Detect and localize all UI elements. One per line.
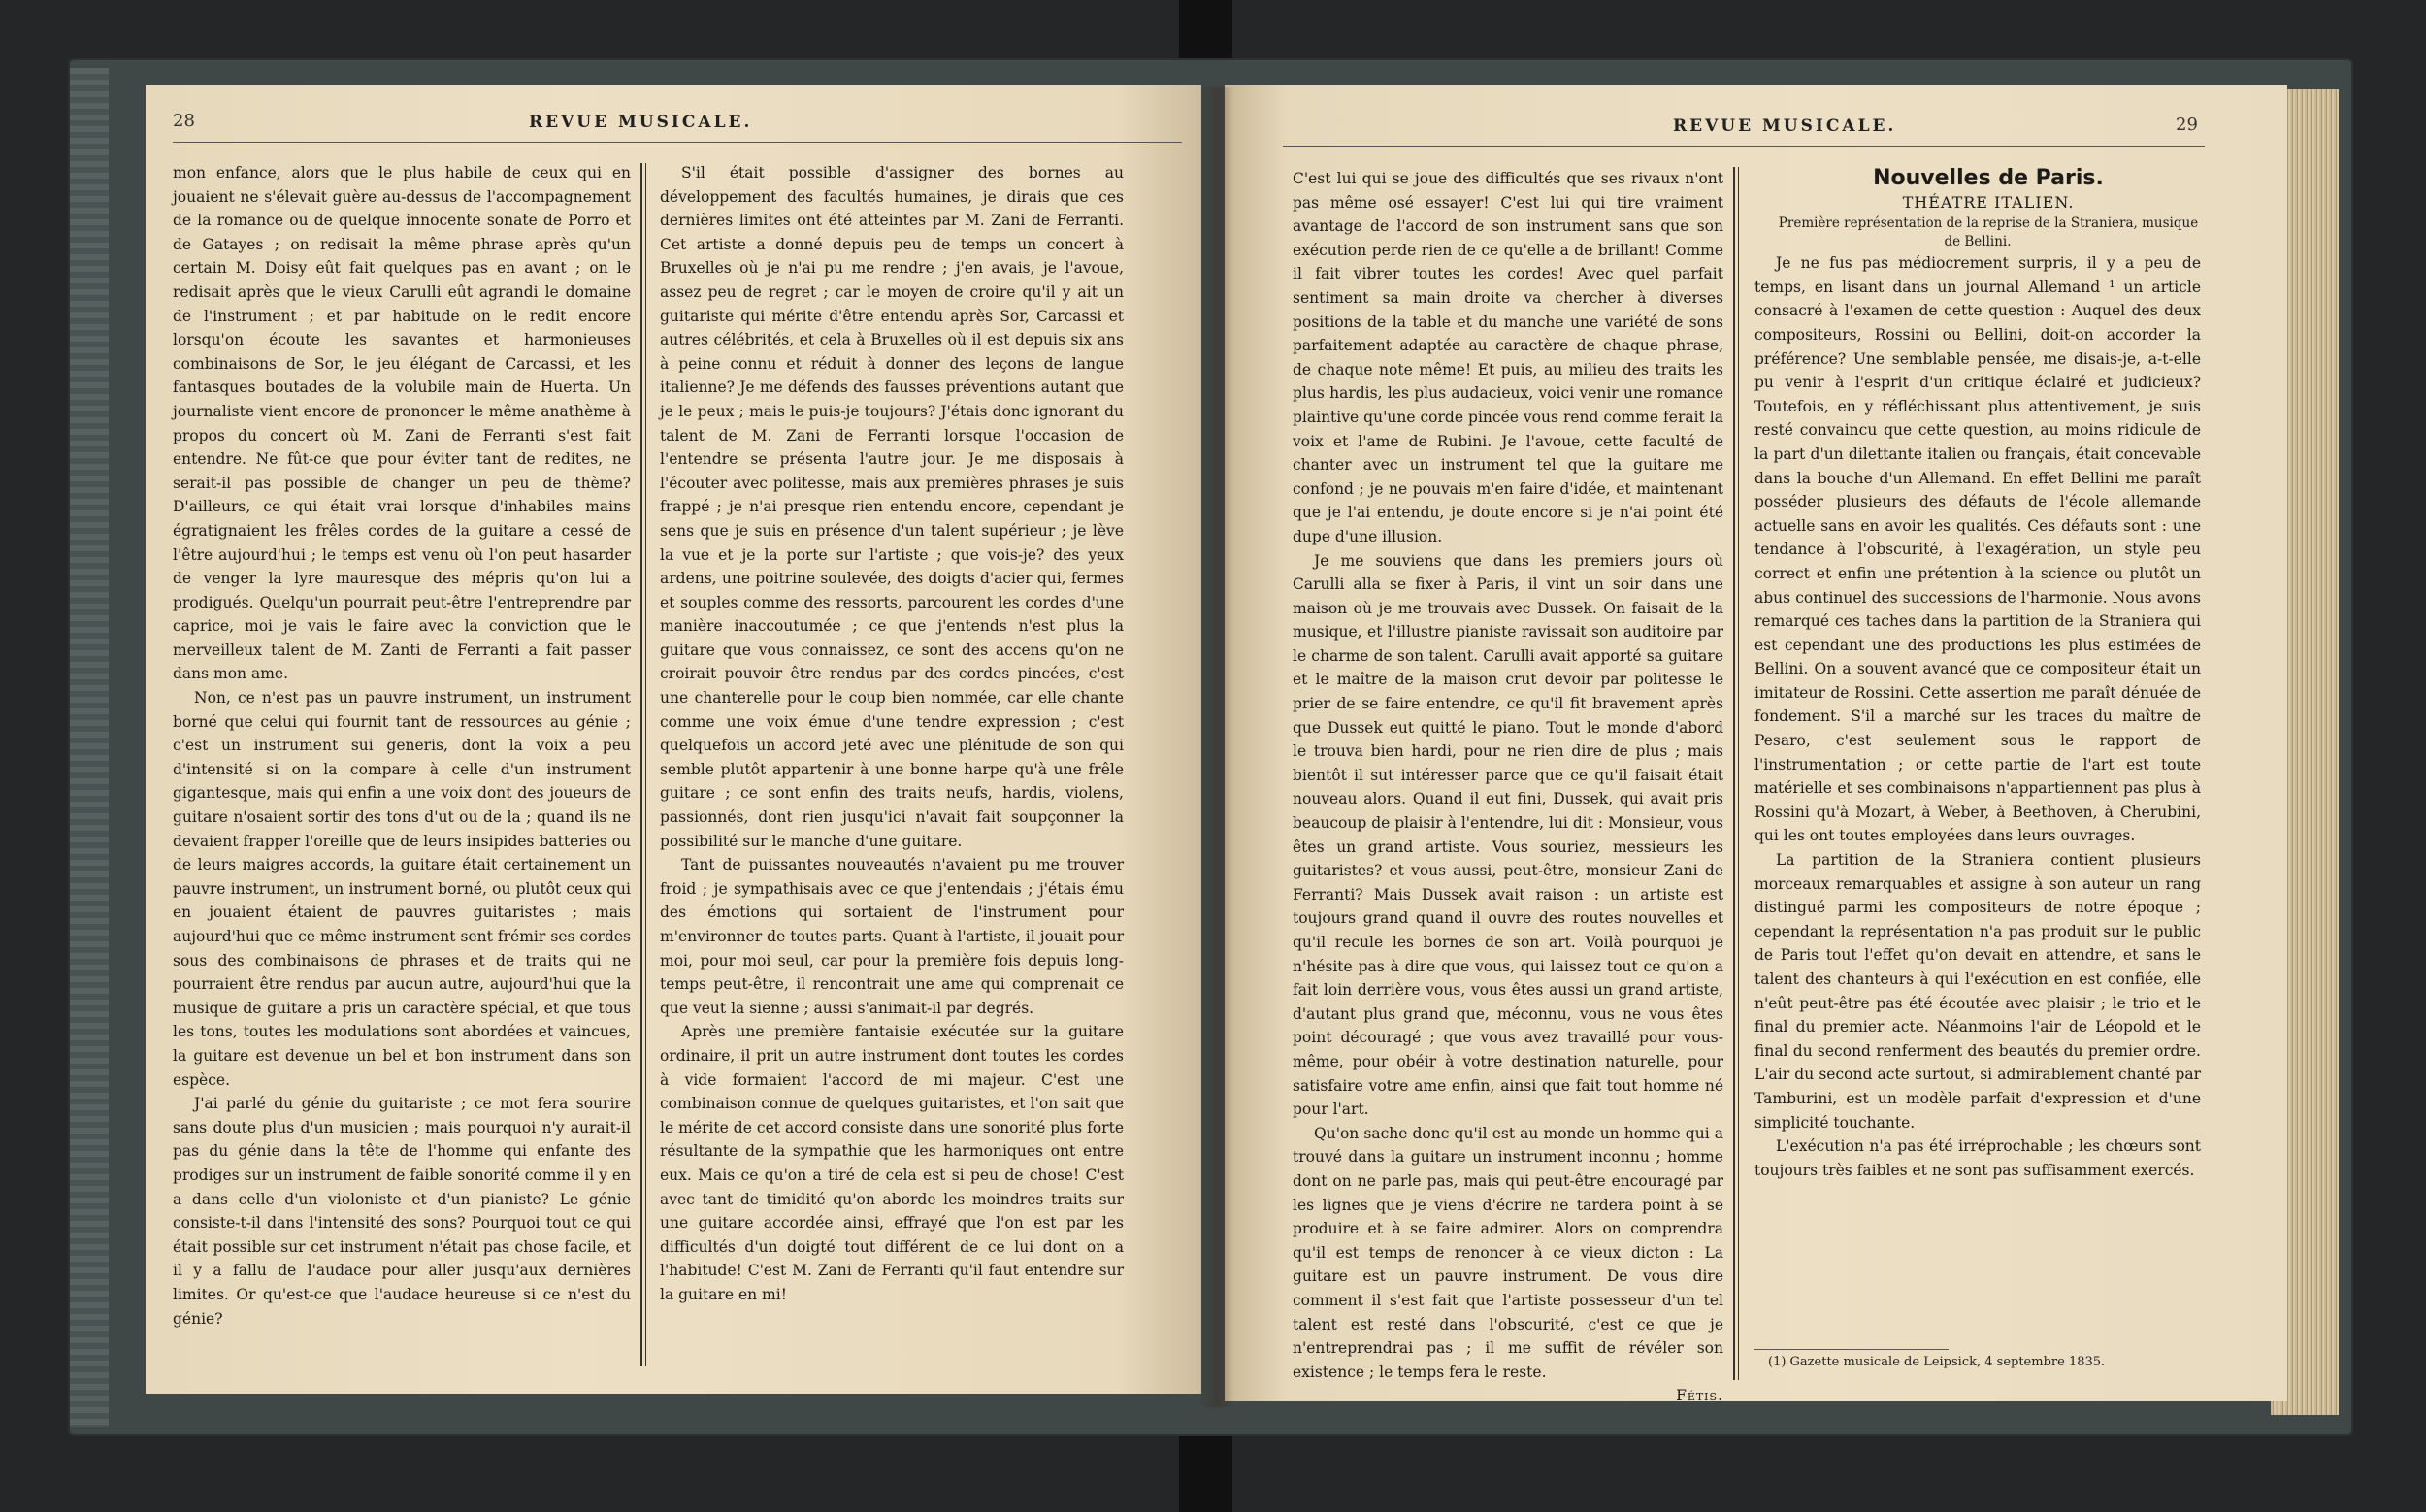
paragraph: Après une première fantaisie exécutée sur la guitare ordinaire, il prit un autre instrument dont toutes les cordes à vide formaient l'accord de mi majeur. C'est une combinaison connue de quelques guitaristes, et l'on sait que le mérite de cet accord consiste dans une sonorité plus forte résultante de la sympathie que les harmoniques ont entre eux. Mais ce qu'on a tiré de cela est si peu de chose! C'est avec tant de timidité qu'on aborde les moindres traits sur une guitare accordée ainsi, effrayé que l'on est par les difficultés d'un doigté tout différent de ce lui dont on a l'habitude! C'est M. Zani de Ferranti qu'il faut entendre sur la guitare en mi! xyxy=(660,1023,1124,1303)
footnote-rule xyxy=(1754,1349,1949,1350)
running-head: REVUE MUSICALE. xyxy=(1673,116,1897,136)
paragraph: L'exécution n'a pas été irréprochable ; les chœurs sont toujours très faibles et ne sont pas suffisamment exercés. xyxy=(1754,1137,2201,1179)
gutter-shadow xyxy=(1199,87,1234,1407)
column-rule xyxy=(645,163,646,1366)
page-number: 28 xyxy=(173,111,195,131)
paragraph: S'il était possible d'assigner des bornes au développement des facultés humaines, je dirais que ces dernières limites ont été atteintes par M. Zani de Ferranti. Cet artiste a donné depuis peu de temps un concert à Bruxelles où je n'ai pu me rendre ; j'en avais, je l'avoue, assez peu de regret ; car le moyen de croire qu'il y ait un guitariste qui mérite d'être entendu après Sor, Carcassi et autres célébrités, et cela à Bruxelles où il est depuis six ans à peine connu et réduit à donner des leçons de langue italienne? Je me défends des fausses préventions autant que je le peux ; mais le puis-je toujours? J'étais donc ignorant du talent de M. Zani de Ferranti lorsque l'occasion de l'entendre se présenta l'autre jour. Je me disposais à l'écouter avec politesse, mais aux premières phrases je suis frappé ; je n'ai presque rien entendu encore, cependant je sens que je suis en présence d'un talent supérieur ; je lève la vue et je la porte sur l'artiste ; que vois-je? des yeux ardens, une poitrine soulevée, des doigts d'acier qui, fermes et souples comme des ressorts, parcourent les cordes d'une manière inaccoutumée ; ce que j'entends n'est plus la guitare que vous connaissez, ce sont des accens qu'on ne croirait pouvoir être rendus par des cordes pincées, c'est une chanterelle pour le coup bien nommée, car elle chante comme une voix émue d'une tendre expression ; c'est quelquefois un accord jeté avec une plénitude de son qui semble plutôt appartenir à une bonne harpe qu'à une frêle guitare ; ce sont enfin des traits neufs, hardis, violens, passionnés, dont rien jusqu'ici n'avait fait soupçonner la possibilité sur le manche d'une guitare. xyxy=(660,164,1124,850)
left-page xyxy=(146,85,1201,1394)
signature: Fétis. xyxy=(1676,1387,1723,1401)
right-page xyxy=(1225,85,2287,1401)
paragraph: Je ne fus pas médiocrement surpris, il y a peu de temps, en lisant dans un journal Allemand ¹ un article consacré à l'examen de cette question : Auquel des deux compositeurs, Rossini ou Bellini, doit-on accorder la préférence? Une semblable pensée, me disais-je, a-t-elle pu venir à l'esprit d'un critique éclairé et judicieux? Toutefois, en y réfléchissant plus attentivement, je suis resté convaincu que cette question, au moins ridicule de la part d'un dilettante italien ou français, était concevable dans la bouche d'un Allemand. En effet Bellini me paraît posséder plusieurs des défauts de l'école allemande actuelle sans en avoir les qualités. Ces défauts sont : une tendance à l'obscurité, à l'exagération, un style peu correct et enfin une prétention à la science ou plutôt un abus continuel des successions de l'harmonie. Nous avons remarqué ces taches dans la partition de la Straniera qui est cependant une des productions les plus estimées de Bellini. On a souvent avancé que ce compositeur était un imitateur de Rossini. Cette assertion me paraît dénuée de fondement. S'il a marché sur les traces du maître de Pesaro, c'est seulement sous le rapport de l'instrumentation ; or cette partie de l'art est toute matérielle et ses combinaisons n'appartiennent pas plus à Rossini qu'à Mozart, à Weber, à Beethoven, à Cherubini, qui les ont toutes employées dans leurs ouvrages. xyxy=(1754,254,2201,845)
page-number: 29 xyxy=(2176,115,2198,135)
paragraph: Je me souviens que dans les premiers jours où Carulli alla se fixer à Paris, il vint un soir dans une maison où je me trouvais avec Dussek. On faisait de la musique, et l'illustre pianiste ravissait son auditoire par le charme de son talent. Carulli avait apporté sa guitare et le maître de la maison crut devoir par politesse le prier de se faire entendre, ce qu'il fit bravement après que Dussek eut quitté le piano. Tout le monde d'abord le trouva bien hardi, pour ne rien dire de plus ; mais bientôt il sut intéresser parce que ce qu'il faisait était nouveau alors. Quand il eut fini, Dussek, qui avait pris beaucoup de plaisir à l'entendre, lui dit : Monsieur, vous êtes un grand artiste. Vous souriez, messieurs les guitaristes? et vous aussi, peut-être, monsieur Zani de Ferranti? Mais Dussek avait raison : un artiste est toujours grand quand il ouvre des routes nouvelles et qu'il recule les bornes de son art. Voilà pourquoi je n'hésite pas à dire que vous, qui laissez tout ce qu'on a fait loin derrière vous, vous êtes aussi un grand artiste, d'autant plus grand que, méconnu, vous ne vous êtes point découragé ; que vous avez travaillé pour vous-même, pour obéir à votre destination naturelle, pour satisfaire votre ame enfin, ainsi que fait tout homme né pour l'art. xyxy=(1293,551,1723,1119)
paragraph: La partition de la Straniera contient plusieurs morceaux remarquables et assigne à son auteur un rang distingué parmi les compositeurs de notre époque ; cependant la représentation n'a pas produit sur le public de Paris tout l'effet qu'on devait en attendre, et sans le talent des chanteurs à qui l'exécution en est confiée, elle n'eût peut-être pas été écoutée avec plaisir ; le trio et le final du premier acte. Néanmoins l'air de Léopold et le final du second renferment des beautés du premier ordre. L'air du second acte surtout, si admirablement chanté par Tamburini, est un modèle parfait d'expression et d'une simplicité touchante. xyxy=(1754,851,2201,1132)
header-rule xyxy=(1283,146,2205,147)
section-note: Première représentation de la reprise de la Straniera, musique de Bellini. xyxy=(1778,215,2199,250)
paragraph: Non, ce n'est pas un pauvre instrument, un instrument borné que celui qui fournit tant de ressources au génie ; c'est un instrument sui generis, dont la voix a peu d'intensité si on la compare à celle d'un instrument gigantesque, mais qui enfin a une voix dont des joueurs de guitare n'osaient sortir des tons d'ut ou de la ; quand ils ne devaient frapper l'oreille que de leurs insipides batteries ou de leurs maigres accords, la guitare était certainement un pauvre instrument, un instrument borné, ou plutôt ceux qui en jouaient étaient de pauvres guitaristes ; mais aujourd'hui que ce même instrument sent frémir ses cordes sous des combinaisons de phrases et de traits qui ne pourraient être rendus par aucun autre, aujourd'hui que la musique de guitare a pris un caractère spécial, et que tous les tons, toutes les modulations sont abordées et vaincues, la guitare est devenue un bel et bon instrument dans son espèce. xyxy=(173,689,631,1089)
right-column-2 xyxy=(1754,167,2201,1182)
running-head: REVUE MUSICALE. xyxy=(529,113,753,132)
footnote: (1) Gazette musicale de Leipsick, 4 septembre 1835. xyxy=(1768,1355,2106,1369)
right-column-1 xyxy=(1293,167,1723,1401)
column-rule xyxy=(640,163,642,1366)
paragraph: Qu'on sache donc qu'il est au monde un homme qui a trouvé dans la guitare un instrument inconnu ; homme dont on ne parle pas, mais qui peut-être encouragé par les lignes que je viens d'écrire ne tardera point à se produire et à se faire admirer. Alors on comprendra qu'il est temps de renoncer à ce vieux dicton : La guitare est un pauvre instrument. De vous dire comment il s'est fait que l'artiste possesseur d'un tel talent est resté dans l'obscurité, c'est ce que je n'entreprendrai pas ; il me suffit de révéler son existence ; le temps fera le reste. xyxy=(1293,1124,1723,1381)
paragraph: Tant de puissantes nouveautés n'avaient pu me trouver froid ; je sympathisais avec ce que j'entendais ; j'étais ému des émotions qui sortaient de l'instrument pour m'environner de toutes parts. Quant à l'artiste, il jouait pour moi, pour moi seul, car pour la première fois depuis long-temps peut-être, il rencontrait une ame qui comprenait ce que veut la sienne ; aussi s'animait-il par degrés. xyxy=(660,856,1124,1017)
column-rule xyxy=(1733,167,1735,1380)
column-rule xyxy=(1738,167,1739,1380)
section-subtitle: THÉATRE ITALIEN. xyxy=(1902,192,2075,212)
section-title: Nouvelles de Paris. xyxy=(1873,166,2104,190)
paragraph: J'ai parlé du génie du guitariste ; ce mot fera sourire sans doute plus d'un musicien ; mais pourquoi n'y aurait-il pas du génie dans la tête de l'homme qui enfante des prodiges sur un instrument de faible sonorité comme il y en a dans celle d'un violoniste et d'un pianiste? Le génie consiste-t-il dans l'intensité des sons? Pourquoi tout ce qui était possible sur cet instrument n'était pas chose facile, et il y a fallu de l'audace pour aller jusqu'aux dernières limites. Or qu'est-ce que l'audace heureuse si ce n'est du génie? xyxy=(173,1095,631,1328)
left-column-2 xyxy=(660,161,1124,1307)
paragraph: C'est lui qui se joue des difficultés que ses rivaux n'ont pas même osé essayer! C'est lui qui tire vraiment avantage de l'accord de son instrument sans que son exécution perde rien de ce qu'elle a de brillant! Comme il fait vibrer toutes les cordes! Avec quel parfait sentiment sa main droite va chercher à diverses positions de la table et du manche une variété de sons parfaitement adaptée au caractère de chaque phrase, de chaque note même! Et puis, au milieu des traits les plus hardis, les plus audacieux, voici venir une romance plaintive qu'une corde pincée vous rend comme ferait la voix et l'ame de Rubini. Je l'avoue, cette faculté de chanter avec un instrument tel que la guitare me confond ; je ne pouvais m'en faire d'idée, et maintenant que je l'ai entendu, je doute encore si je n'ai point été dupe d'une illusion. xyxy=(1293,170,1723,545)
left-column-1 xyxy=(173,161,631,1331)
cover-marbled-edge xyxy=(70,68,109,1427)
header-rule xyxy=(173,142,1182,143)
paragraph: mon enfance, alors que le plus habile de ceux qui en jouaient ne s'élevait guère au-dessus de l'accompagnement de la romance ou de quelque innocente sonate de Porro et de Gatayes ; on redisait la même phrase après qu'un certain M. Doisy eût fait quelques pas en avant ; on le redisait après que le vieux Carulli eût agrandi le domaine de l'instrument ; et par habitude on le redit encore lorsqu'on écoute les savantes et harmonieuses combinaisons de Sor, le jeu élégant de Carcassi, et les fantasques boutades de la volubile main de Huerta. Un journaliste vient encore de prononcer le même anathème à propos du concert où M. Zani de Ferranti s'est fait entendre. Ne fût-ce que pour éviter tant de redites, ne serait-il pas possible de changer un peu de thème? D'ailleurs, ce qui était vrai lorsque d'inhabiles mains égratignaient les frêles cordes de la guitare a cessé de l'être aujourd'hui ; le temps est venu où l'on peut hasarder de venger la lyre mauresque des mépris qu'on lui a prodigués. Quelqu'un pourrait peut-être l'entreprendre par caprice, moi je vais le faire avec la conviction que le merveilleux talent de M. Zanti de Ferranti a fait passer dans mon ame. xyxy=(173,164,631,683)
